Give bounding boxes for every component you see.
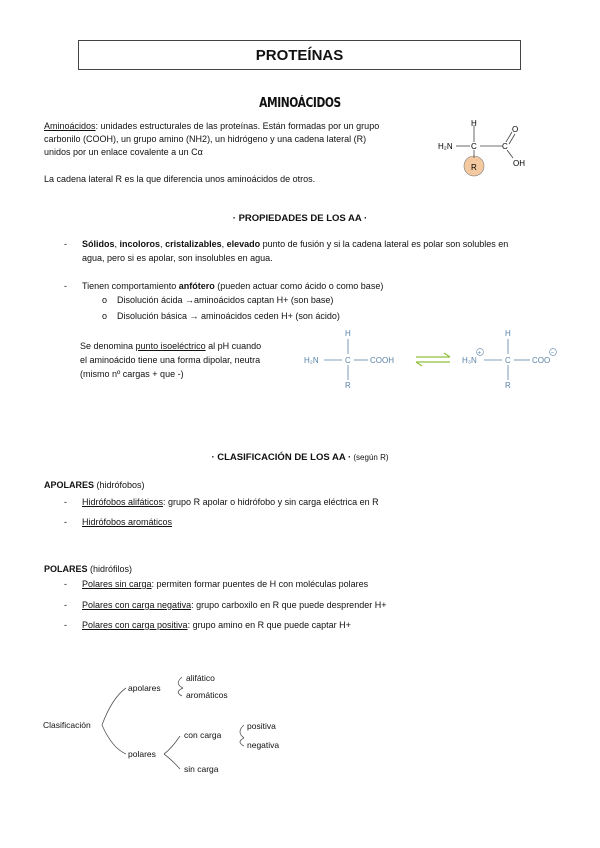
tree-alifatico: alifático [186, 673, 215, 683]
apolares-heading: APOLARES (hidrófobos) [44, 480, 145, 490]
eq-left-h2n: H₂N [304, 356, 319, 365]
polares-item-2: - Polares con carga negativa: grupo carboxilo en R que puede desprender H+ [64, 600, 387, 610]
charge-plus: + [477, 350, 482, 357]
classification-tree [40, 668, 330, 780]
prop-item-2: - Tienen comportamiento anfótero (pueden actuar como ácido o como base) [64, 281, 384, 291]
prop-sub-basica: o Disolución básica → aminoácidos ceden H+ (son ácido) [102, 311, 340, 321]
tree-root: Clasificación [43, 720, 91, 730]
page-title: PROTEÍNAS [78, 40, 521, 70]
eq-left-c: C [345, 356, 351, 365]
tree-con-carga: con carga [184, 730, 222, 740]
apolares-item-1: - Hidrófobos alifáticos: grupo R apolar o hidrófobo y sin carga eléctrica en R [64, 497, 379, 507]
apolares-item-2: - Hidrófobos aromáticos [64, 517, 173, 527]
struct-c-alpha: C [471, 142, 477, 151]
struct-o: O [512, 125, 519, 134]
section-heading-aminoacidos: AMINOÁCIDOS [259, 96, 341, 111]
eq-right-h: H [505, 329, 511, 338]
eq-left-r: R [345, 381, 351, 390]
tree-sin-carga: sin carga [184, 764, 219, 774]
tree-polares: polares [128, 749, 156, 759]
eq-left-h: H [345, 329, 351, 338]
struct-c-carbonyl: C [502, 142, 508, 151]
tree-apolares: apolares [128, 683, 161, 693]
prop-sub-acida: o Disolución ácida →aminoácidos captan H+ (son base) [102, 295, 334, 305]
definition-paragraph: Aminoácidos: unidades estructurales de las proteínas. Están formadas por un grupo carbonilo (COOH), un grupo amino (NH2), un hidrógeno y una cadena lateral (R) unidos por un enlace covalente a un Cα [44, 121, 380, 157]
equilibrium-arrows [416, 353, 450, 366]
struct-r: R [471, 163, 477, 172]
isoelectric-paragraph: Se denomina punto isoeléctrico al pH cuando el aminoácido tiene una forma dipolar, neutra (mismo nº cargas + que -) [80, 341, 262, 379]
eq-left-cooh: COOH [370, 356, 394, 365]
prop-item-1: - Sólidos, incoloros, cristalizables, elevado punto de fusión y si la cadena lateral es polar son solubles en agua, pero si es apolar, son insolubles en agua. [64, 239, 509, 263]
eq-right-h3n: H₃N [462, 356, 477, 365]
amino-acid-structure [430, 116, 540, 188]
polares-item-3: - Polares con carga positiva: grupo amino en R que puede captar H+ [64, 620, 351, 630]
eq-right-c: C [505, 356, 511, 365]
section-heading-propiedades: · PROPIEDADES DE LOS AA · [232, 213, 368, 224]
difference-text: La cadena lateral R es la que diferencia unos aminoácidos de otros. [44, 174, 316, 184]
eq-right-coo: COO [532, 356, 551, 365]
term-aminoacidos: Aminoácidos [44, 121, 96, 131]
struct-h: H [471, 119, 477, 128]
term-punto-isoelectrico: punto isoeléctrico [135, 341, 206, 351]
tree-positiva: positiva [247, 721, 276, 731]
struct-oh: OH [513, 159, 525, 168]
struct-h2n: H₂N [438, 142, 453, 151]
eq-right-r: R [505, 381, 511, 390]
tree-negativa: negativa [247, 740, 280, 750]
charge-minus: − [550, 350, 555, 357]
isoelectric-equilibrium [300, 326, 590, 390]
polares-heading: POLARES (hidrófilos) [44, 564, 133, 574]
tree-aromaticos: aromáticos [186, 690, 228, 700]
section-heading-clasificacion: · CLASIFICACIÓN DE LOS AA · (según R) [211, 452, 389, 463]
polares-item-1: - Polares sin carga: permiten formar puentes de H con moléculas polares [64, 579, 369, 589]
